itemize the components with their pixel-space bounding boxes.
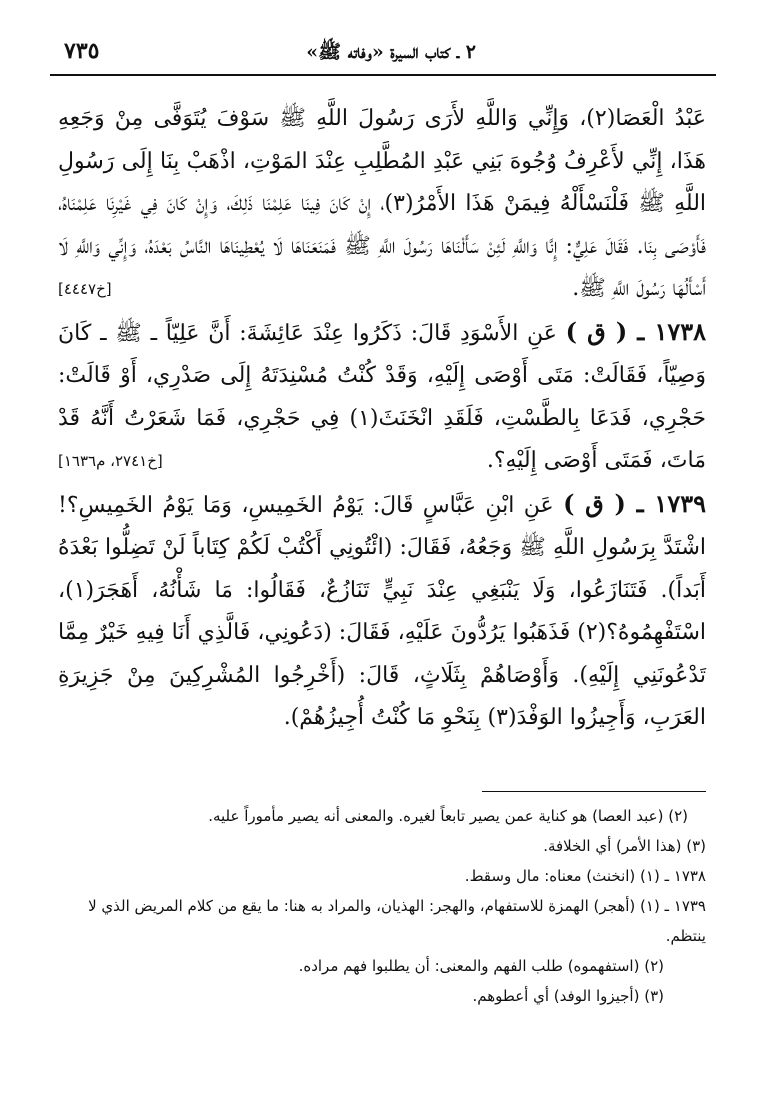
page-number: ٧٣٥ — [64, 38, 100, 64]
footnote: ١٧٣٨ ـ (١) (انخنث) معناه: مال وسقط. — [464, 867, 706, 885]
footnotes — [58, 801, 706, 1011]
footnote: (٣) (هذا الأمر) أي الخلافة. — [543, 837, 706, 855]
chapter-title: ٢ ـ كتاب السيرة «وفاته ﷺ» — [306, 41, 476, 63]
hadith-reference: [خ٢٧٤١، م١٦٣٦] — [58, 452, 163, 470]
hadith-1738 — [58, 311, 706, 483]
footnote-divider — [482, 791, 706, 792]
footnote: (٣) (أجيزوا الوفد) أي أعطوهم. — [472, 987, 664, 1005]
hadith-number: ١٧٣٩ ـ ( ق ) — [563, 488, 706, 518]
hadith-reference: [خ٤٤٤٧] — [58, 280, 112, 298]
main-text — [58, 98, 706, 740]
paragraph-text: عَنِ الأَسْوَدِ قَالَ: ذَكَرُوا عِنْدَ عَائِشَةَ: أَنَّ عَلِيّاً ـ ﷺ ـ كَانَ وَصِيّاً، فَقَالَتْ: مَتَى أَوْصَى إِلَيْهِ، وَقَدْ كُنْتُ مُسْنِدَتَهُ إِلَى صَدْرِي، أَوْ قَالَتْ: حَجْرِي، فَدَعَا بِالطَّسْتِ، فَلَقَدِ انْخَنَثَ(١) فِي حَجْرِي، فَمَا شَعَرْتُ أَنَّهُ قَدْ مَاتَ، فَمَتَى أَوْصَى إِلَيْهِ؟. — [58, 320, 706, 473]
paragraph-text: عَبْدُ الْعَصَا(٢)، وَإِنِّي وَاللَّهِ لأَرَى رَسُولَ اللَّهِ ﷺ سَوْفَ يُتَوَفَّى مِنْ وَجَعِهِ هَذَا، إِنِّي لأَعْرِفُ وُجُوهَ بَنِي عَبْدِ المُطَّلِبِ عِنْدَ المَوْتِ، اذْهَبْ بِنَا إِلَى رَسُولِ اللَّهِ ﷺ فَلْنَسْأَلْهُ فِيمَنْ هَذَا الأَمْرُ(٣)، إِنْ كَانَ فِينَا عَلِمْنَا ذَلِكَ، وَإِنْ كَانَ فِي غَيْرِنَا عَلِمْنَاهُ، فَأَوْصَى بِنَا. فَقَالَ عَلِيٌّ: إِنَّا وَاللَّهِ لَئِنْ سَأَلْنَاهَا رَسُولَ اللَّهِ ﷺ فَمَنَعَنَاهَا لَا يُعْطِينَاهَا النَّاسُ بَعْدَهُ، وَإِنِّي وَاللَّهِ لَا أَسْأَلُهَا رَسُولَ اللَّهِ ﷺ. — [58, 106, 707, 301]
footnote: (٢) (استفهموه) طلب الفهم والمعنى: أن يطلبوا فهم مراده. — [298, 957, 664, 975]
hadith-continuation — [58, 98, 706, 311]
paragraph-text: عَنِ ابْنِ عَبَّاسٍ قَالَ: يَوْمُ الخَمِيسِ، وَمَا يَوْمُ الخَمِيسِ؟! اشْتَدَّ بِرَسُولِ اللَّهِ ﷺ وَجَعُهُ، فَقَالَ: (ائْتُونِي أَكْتُبْ لَكُمْ كِتَاباً لَنْ تَضِلُّوا بَعْدَهُ أَبَداً). فَتَنَازَعُوا، وَلَا يَنْبَغِي عِنْدَ نَبِيٍّ تَنَازُعٌ، فَقَالُوا: مَا شَأْنُهُ، أَهَجَرَ(١)، اسْتَفْهِمُوهُ؟(٢) فَذَهَبُوا يَرُدُّونَ عَلَيْهِ، فَقَالَ: (دَعُونِي، فَالَّذِي أَنَا فِيهِ خَيْرٌ مِمَّا تَدْعُونَنِي إِلَيْهِ). وَأَوْصَاهُمْ بِثَلَاثٍ، قَالَ: (أَخْرِجُوا المُشْرِكِينَ مِنْ جَزِيرَةِ العَرَبِ، وَأَجِيزُوا الوَفْدَ(٣) بِنَحْوِ مَا كُنْتُ أُجِيزُهُمْ). — [58, 492, 706, 730]
footnote: (٢) (عبد العصا) هو كناية عمن يصير تابعاً لغيره. والمعنى أنه يصير مأموراً عليه. — [208, 807, 688, 825]
footnote: ١٧٣٩ ـ (١) (أهجر) الهمزة للاستفهام، والهجر: الهذيان، والمراد به هنا: ما يقع من كلام المريض الذي لا ينتظم. — [88, 897, 706, 945]
hadith-1739 — [58, 483, 706, 740]
page-header — [50, 32, 716, 76]
hadith-number: ١٧٣٨ ـ ( ق ) — [565, 316, 706, 346]
